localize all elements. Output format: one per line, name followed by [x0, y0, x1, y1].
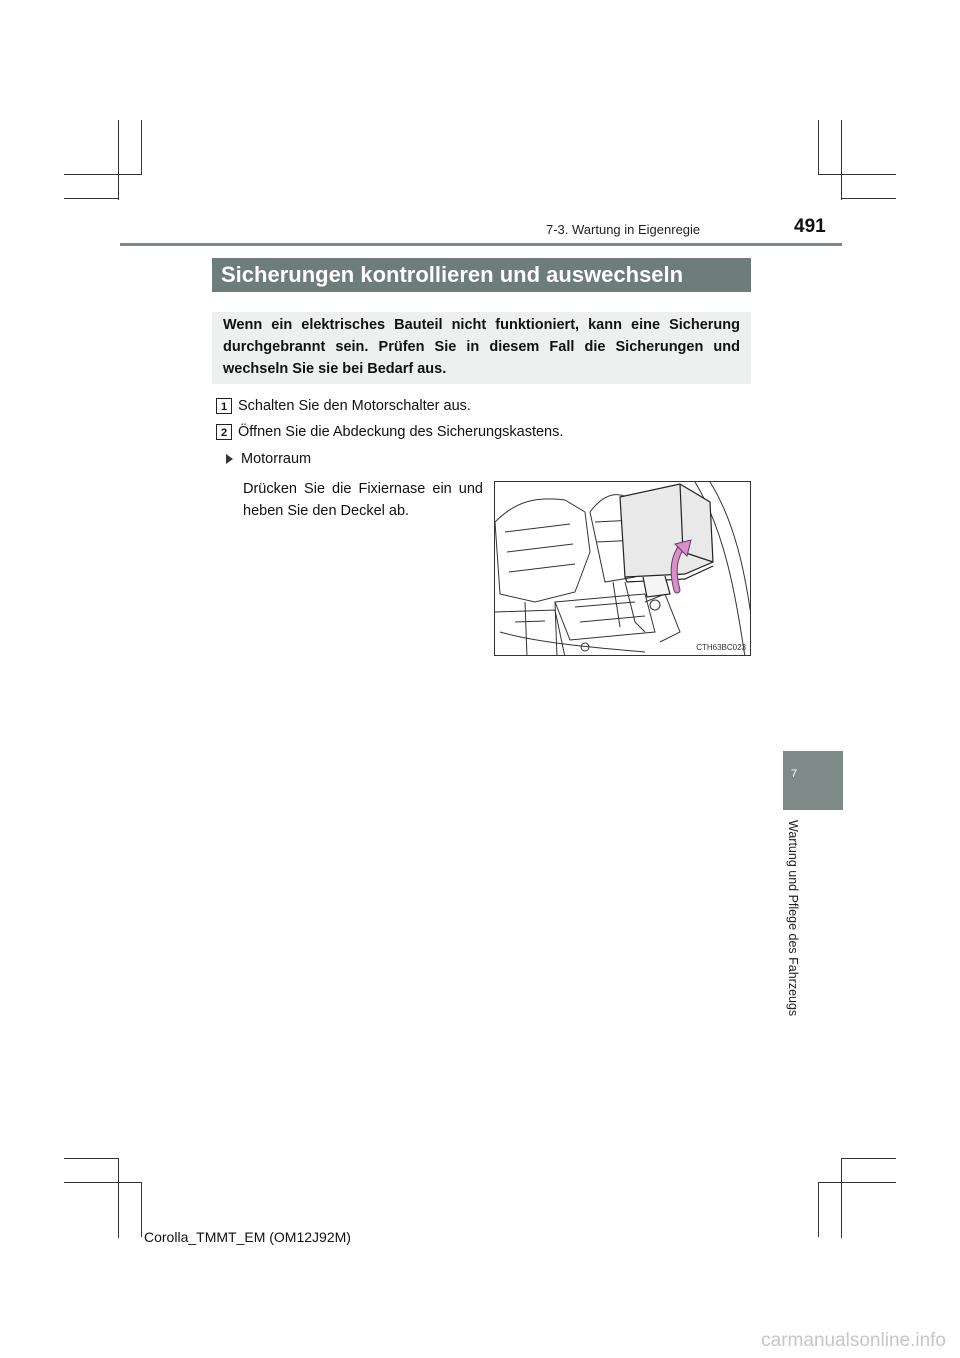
crop-mark — [118, 120, 119, 200]
crop-mark — [64, 1182, 142, 1183]
step-2 — [216, 424, 563, 440]
subsection-heading: Motorraum — [226, 451, 311, 467]
page-title: Sicherungen kontrollieren und auswechseln — [212, 258, 751, 292]
crop-mark — [841, 1158, 896, 1159]
watermark: carmanualsonline.info — [761, 1330, 946, 1351]
triangle-bullet-icon — [226, 454, 233, 464]
figure-code: CTH63BC023 — [696, 643, 746, 652]
footer-code: Corolla_TMMT_EM (OM12J92M) — [144, 1229, 351, 1245]
intro-box: Wenn ein elektrisches Bauteil nicht funktioniert, kann eine Sicherung durchgebrannt sein. Prüfen Sie in diesem Fall die Sicherungen und wechseln Sie sie bei Bedarf aus. — [212, 312, 751, 384]
crop-mark — [818, 174, 896, 175]
page-number: 491 — [794, 216, 826, 237]
crop-mark — [141, 1182, 142, 1237]
crop-mark — [818, 120, 819, 175]
engine-bay-drawing — [495, 482, 751, 656]
chapter-number: 7 — [791, 768, 798, 780]
chapter-tab — [783, 751, 843, 810]
crop-mark — [818, 1182, 819, 1237]
header-section-title: 7-3. Wartung in Eigenregie — [546, 222, 701, 237]
instruction-text: Drücken Sie die Fixiernase ein und heben Sie den Deckel ab. — [243, 481, 483, 519]
step-text: Öffnen Sie die Abdeckung des Sicherungskastens. — [238, 424, 564, 440]
engine-compartment-illustration — [494, 481, 751, 656]
crop-mark — [141, 120, 142, 175]
crop-mark — [841, 120, 842, 200]
crop-mark — [64, 174, 142, 175]
crop-mark — [118, 1158, 119, 1238]
crop-mark — [841, 1158, 842, 1238]
crop-mark — [818, 1182, 896, 1183]
crop-mark — [64, 1158, 119, 1159]
step-text: Schalten Sie den Motorschalter aus. — [238, 398, 471, 414]
step-number-badge: 1 — [216, 398, 232, 414]
header-divider — [120, 243, 842, 246]
crop-mark — [64, 198, 119, 199]
step-1 — [216, 398, 471, 414]
step-number-badge: 2 — [216, 424, 232, 440]
chapter-title: Wartung und Pflege des Fahrzeugs — [786, 820, 800, 1017]
crop-mark — [841, 198, 896, 199]
